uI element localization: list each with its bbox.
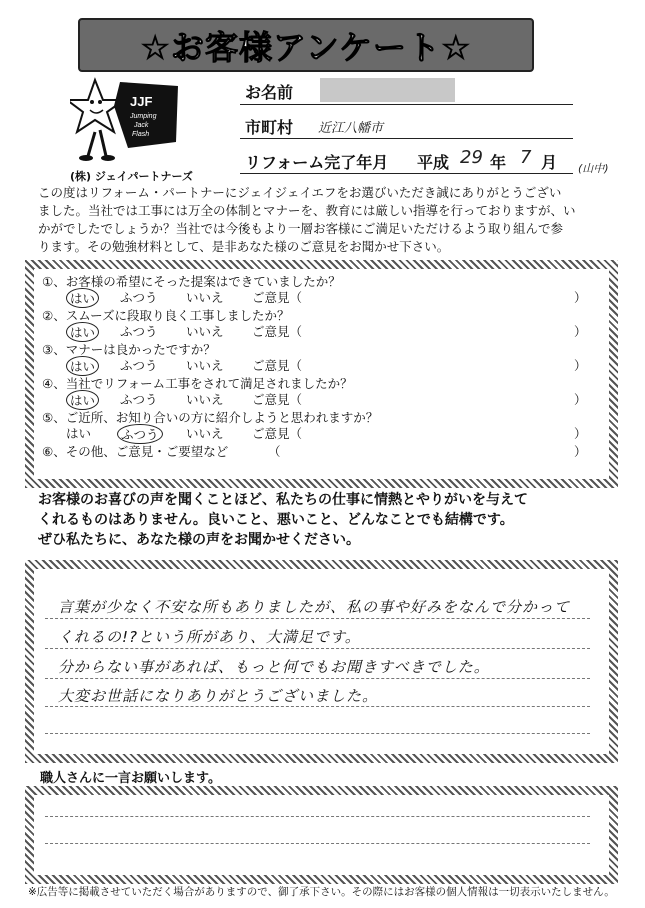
completion-year: 29 [460,147,483,168]
city-label: 市町村 [245,118,294,137]
year-unit: 年 [490,153,507,172]
option-normal[interactable]: ふつう [120,290,158,305]
name-underline [240,104,573,105]
staff-note: (山中) [578,162,609,175]
name-label: お名前 [245,83,294,102]
option-opinion: ご意見（ [252,324,303,339]
option-normal-selected[interactable]: ふつう [117,424,163,444]
voice-request-message: お客様のお喜びの声を聞くことほど、私たちの仕事に情熱とやりがいを与えて くれるものはありません。良いこと、悪いこと、どんなことでも結構です。 ぜひ私たちに、あなた様の声をお聞かせください。 [38,492,528,548]
option-opinion: ご意見（ [252,358,303,373]
craftsman-label: 職人さんに一言お願いします。 [40,771,221,786]
comment-line-4: 大変お世話になりありがとうございました。 [58,687,379,705]
option-no[interactable]: いいえ [186,324,224,339]
svg-text:Flash: Flash [132,131,150,138]
option-yes-selected[interactable]: はい [66,390,99,410]
company-name: (株) ジェイパートナーズ [70,170,193,183]
comment-line-2: くれるの!?という所があり、大満足です。 [58,628,361,646]
option-yes-selected[interactable]: はい [66,288,99,308]
comment-line-1: 言葉が少なく不安な所もありましたが、私の事や好みをなんで分かって [58,598,571,616]
answer-row-5: はい ふつう いいえ ご意見（ ） [66,426,587,442]
jjf-mascot-logo [70,72,180,168]
option-normal[interactable]: ふつう [120,358,158,373]
month-unit: 月 [541,153,558,172]
answer-row-3: はい ふつう いいえ ご意見（ ） [42,356,597,374]
answer-row-1: はい ふつう いいえ ご意見（ ） [42,288,597,306]
completion-label: リフォーム完了年月 [245,153,389,172]
footer-note: ※広告等に掲載させていただく場合がありますので、御了承下さい。その際にはお客様の個人情報は一切表示いたしません。 [28,886,615,898]
craftsman-frame [25,786,618,884]
option-no[interactable]: いいえ [186,358,224,373]
question-4: ④、当社でリフォーム工事をされて満足されましたか？ [42,376,353,391]
city-value: 近江八幡市 [318,121,384,136]
option-opinion: ご意見（ [252,392,303,407]
option-yes-selected[interactable]: はい [66,356,99,376]
option-normal[interactable]: ふつう [120,324,158,339]
option-opinion: ご意見（ [252,426,303,441]
question-3: ③、マナーは良かったですか？ [42,342,216,357]
name-redacted [320,78,455,102]
option-yes[interactable]: はい [66,426,92,441]
comment-line-3: 分からない事があれば、もっと何でもお聞きすべきでした。 [58,658,490,676]
question-2: ②、スムーズに段取り良く工事しましたか？ [42,308,290,323]
option-opinion: ご意見（ [252,290,303,305]
option-no[interactable]: いいえ [186,426,224,441]
answer-row-4: はい ふつう いいえ ご意見（ ） [42,390,597,408]
era-label: 平成 [417,153,450,172]
question-1: ①、お客様の希望にそった提案はできていましたか？ [42,274,341,289]
completion-underline [240,173,573,174]
answer-row-2: はい ふつう いいえ ご意見（ ） [42,322,597,340]
completion-month: 7 [520,147,532,168]
svg-text:Jack: Jack [134,122,149,129]
option-no[interactable]: いいえ [186,392,224,407]
option-normal[interactable]: ふつう [120,392,158,407]
logo-brand: JJF [130,94,153,109]
option-no[interactable]: いいえ [186,290,224,305]
questions-list [42,272,597,460]
page-title: ☆お客様アンケート☆ [78,18,534,72]
svg-text:Jumping: Jumping [130,113,157,120]
option-yes-selected[interactable]: はい [66,322,99,342]
intro-text: この度はリフォーム・パートナーにジェイジェイエフをお選びいただき誠にありがとうござい ました。当社では工事には万全の体制とマナーを、教育には厳しい指導を行っておりますが、い かがでしたでしょうか？当社では今後もより一層お客様にご満足いただけるよう取り組んで参 ります。その勉強材料として、是非あなた様のご意見をお聞かせ下さい。 [38,185,576,254]
question-5: ⑤、ご近所、お知り合いの方に紹介しようと思われますか？ [42,410,379,425]
city-underline [240,138,573,139]
question-6-row: ⑥、その他、ご意見・ご要望など （ ） [42,444,587,459]
question-6: ⑥、その他、ご意見・ご要望など [42,444,229,459]
